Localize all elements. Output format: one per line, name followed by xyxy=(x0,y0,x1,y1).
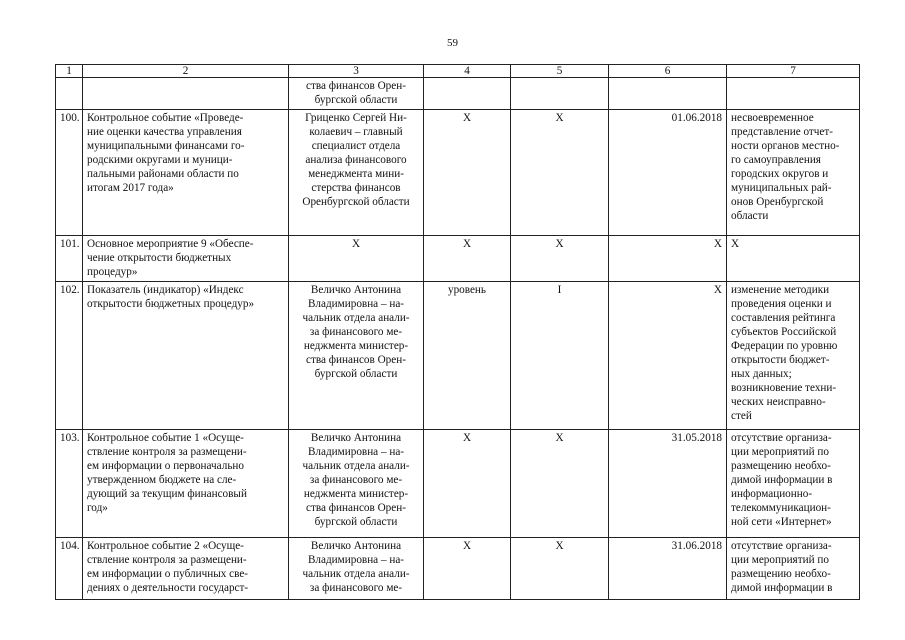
event-name: Контрольное событие «Проведе- ние оценки качества управления муниципальными финансами го- родскими округами и муници- пальными районами области по итогам 2017 года» xyxy=(87,112,245,194)
event-name-cell xyxy=(83,78,289,110)
col5-cell xyxy=(511,78,609,110)
table-row xyxy=(56,110,860,236)
col4-value-cell xyxy=(424,236,511,282)
row-number-cell xyxy=(56,236,83,282)
col4-value-cell xyxy=(424,282,511,430)
col4-value: X xyxy=(462,540,472,552)
responsible-text-cell xyxy=(289,538,424,600)
col5-value: X xyxy=(555,112,564,124)
event-name-cell xyxy=(83,538,289,600)
event-name-cell xyxy=(83,110,289,236)
date-cell xyxy=(609,78,727,110)
responsible-text-cell xyxy=(289,282,424,430)
responsible-text: Гриценко Сергей Ни- колаевич – главный специалист отдела анализа финансового менеджмента мини- стерства финансов Оренбургской области xyxy=(302,112,410,208)
row-number: 103. xyxy=(60,432,80,444)
col5-value-cell xyxy=(511,236,609,282)
date-value-cell xyxy=(609,110,727,236)
date-value: 31.06.2018 xyxy=(671,540,722,552)
date-value-cell xyxy=(609,538,727,600)
risk-note-cell xyxy=(727,538,860,600)
col5-value-cell xyxy=(511,282,609,430)
col5-value-cell xyxy=(511,430,609,538)
risk-note-cell xyxy=(727,282,860,430)
column-number-2: 2 xyxy=(83,65,289,78)
row-number-cell xyxy=(56,430,83,538)
row-number-cell xyxy=(56,78,83,110)
row-number-cell xyxy=(56,282,83,430)
risk-note: отсутствие организа- ции мероприятий по размещению необхо- димой информации в xyxy=(731,540,833,594)
col4-value: уровень xyxy=(447,284,487,296)
table-row xyxy=(56,236,860,282)
risk-note: отсутствие организа- ции мероприятий по размещению необхо- димой информации в информационно- телекоммуникацион- ной сети «Интернет» xyxy=(731,432,833,528)
date-value-cell xyxy=(609,282,727,430)
row-number-cell xyxy=(56,538,83,600)
date-value-cell xyxy=(609,430,727,538)
column-number-6: 6 xyxy=(609,65,727,78)
responsible-text: Величко Антонина Владимировна – на- чальник отдела анали- за финансового ме- неджмента министер- ства финансов Орен- бургской области xyxy=(302,432,410,528)
event-name-cell xyxy=(83,430,289,538)
date-value: X xyxy=(713,238,722,250)
event-name: Контрольное событие 2 «Осуще- ствление контроля за размещени- ем информации о публичных све- дениях о деятельности государст- xyxy=(87,540,249,594)
col5-value: X xyxy=(555,432,564,444)
events-table xyxy=(55,64,860,600)
risk-note-cell xyxy=(727,78,860,110)
responsible-text-cell xyxy=(289,430,424,538)
event-name: Контрольное событие 1 «Осуще- ствление контроля за размещени- ем информации о первоначально утвержденном бюджете на сле- дующий за текущим финансовый год» xyxy=(87,432,247,514)
row-number: 104. xyxy=(60,540,80,552)
date-value: 01.06.2018 xyxy=(671,112,722,124)
table-header-row xyxy=(56,65,860,78)
col5-value: X xyxy=(555,540,564,552)
col4-value-cell xyxy=(424,430,511,538)
column-number-4: 4 xyxy=(424,65,511,78)
responsible-cell xyxy=(289,78,424,110)
responsible-text: Величко Антонина Владимировна – на- чальник отдела анали- за финансового ме- неджмента министер- ства финансов Орен- бургской области xyxy=(302,284,410,380)
date-value: X xyxy=(713,284,722,296)
date-value-cell xyxy=(609,236,727,282)
row-number: 101. xyxy=(60,238,80,250)
date-value: 31.05.2018 xyxy=(671,432,722,444)
table-row xyxy=(56,538,860,600)
event-name-cell xyxy=(83,236,289,282)
col4-value-cell xyxy=(424,110,511,236)
responsible-text: X xyxy=(351,238,361,250)
event-name: Показатель (индикатор) «Индекс открытости бюджетных процедур» xyxy=(87,284,255,310)
responsible-text: ства финансов Орен- бургской области xyxy=(306,80,406,106)
responsible-text: Величко Антонина Владимировна – на- чальник отдела анали- за финансового ме- xyxy=(302,540,410,594)
col5-value: I xyxy=(557,284,562,296)
column-number-3: 3 xyxy=(289,65,424,78)
risk-note-cell xyxy=(727,110,860,236)
row-number: 100. xyxy=(60,112,80,124)
risk-note: изменение методики проведения оценки и составления рейтинга субъектов Российской Федерации по уровню открытости бюджет- ных данных; возникновение техни- ческих неисправно- стей xyxy=(731,284,838,422)
event-name: Основное мероприятие 9 «Обеспе- чение открытости бюджетных процедур» xyxy=(87,238,254,278)
col4-value: X xyxy=(462,432,472,444)
row-number-cell xyxy=(56,110,83,236)
responsible-text-cell xyxy=(289,236,424,282)
table-row xyxy=(56,282,860,430)
col5-value-cell xyxy=(511,110,609,236)
risk-note-cell xyxy=(727,430,860,538)
col4-value: X xyxy=(462,238,472,250)
event-name-cell xyxy=(83,282,289,430)
col4-cell xyxy=(424,78,511,110)
responsible-text-cell xyxy=(289,110,424,236)
col4-value-cell xyxy=(424,538,511,600)
risk-note: X xyxy=(731,238,740,250)
row-number: 102. xyxy=(60,284,80,296)
risk-note: несвоевременное представление отчет- ности органов местно- го самоуправления городских округов и муниципальных рай- онов Оренбургской области xyxy=(731,112,840,222)
col5-value: X xyxy=(555,238,564,250)
risk-note-cell xyxy=(727,236,860,282)
column-number-7: 7 xyxy=(727,65,860,78)
column-number-5: 5 xyxy=(511,65,609,78)
col5-value-cell xyxy=(511,538,609,600)
page-number: 59 xyxy=(447,37,458,49)
continuation-row xyxy=(56,78,860,110)
column-number-1: 1 xyxy=(56,65,83,78)
table-row xyxy=(56,430,860,538)
col4-value: X xyxy=(462,112,472,124)
